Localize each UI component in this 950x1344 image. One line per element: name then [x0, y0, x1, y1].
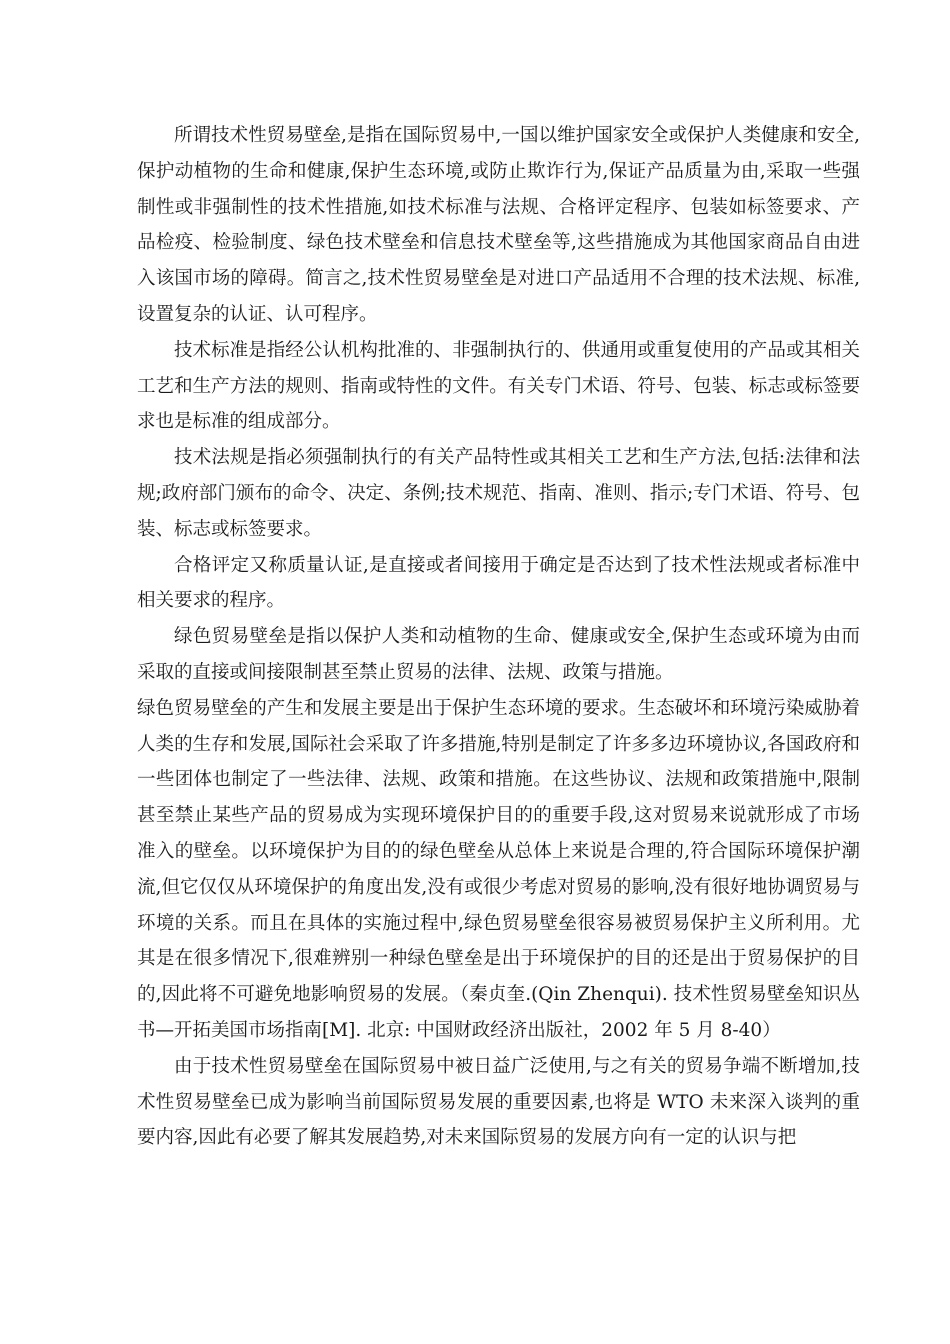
- paragraph-green-barrier-origin: 绿色贸易壁垒的产生和发展主要是出于保护生态环境的要求。生态破坏和环境污染威胁着人类的生存和发展,国际社会采取了许多措施,特别是制定了许多多边环境协议,各国政府和一些团体也制定了一些法律、法规、政策和措施。在这些协议、法规和政策措施中,限制甚至禁止某些产品的贸易成为实现环境保护目的的重要手段,这对贸易来说就形成了市场准入的壁垒。以环境保护为目的的绿色壁垒从总体上来说是合理的,符合国际环境保护潮流,但它仅仅从环境保护的角度出发,没有或很少考虑对贸易的影响,没有很好地协调贸易与环境的关系。而且在具体的实施过程中,绿色贸易壁垒很容易被贸易保护主义所利用。尤其是在很多情况下,很难辨别一种绿色壁垒是出于环境保护的目的还是出于贸易保护的目的,因此将不可避免地影响贸易的发展。（秦贞奎.(Qin Zhenqui). 技术性贸易壁垒知识丛书—开拓美国市场指南[M]. 北京: 中国财政经济出版社，2002 年 5 月 8-40）: [137, 697, 860, 1041]
- paragraph-conformity-assessment: 合格评定又称质量认证,是直接或者间接用于确定是否达到了技术性法规或者标准中相关要求的程序。: [137, 554, 860, 612]
- paragraph-tbt-trend: 由于技术性贸易壁垒在国际贸易中被日益广泛使用,与之有关的贸易争端不断增加,技术性贸易壁垒已成为影响当前国际贸易发展的重要因素,也将是 WTO 未来深入谈判的重要内容,因此有必要了解其发展趋势,对未来国际贸易的发展方向有一定的认识与把: [137, 1055, 860, 1149]
- paragraph-technical-regulations: 技术法规是指必须强制执行的有关产品特性或其相关工艺和生产方法,包括:法律和法规;政府部门颁布的命令、决定、条例;技术规范、指南、准则、指示;专门术语、符号、包装、标志或标签要求。: [137, 447, 860, 540]
- paragraph-tbt-definition: 所谓技术性贸易壁垒,是指在国际贸易中,一国以维护国家安全或保护人类健康和安全,保护动植物的生命和健康,保护生态环境,或防止欺诈行为,保证产品质量为由,采取一些强制性或非强制性的技术性措施,如技术标准与法规、合格评定程序、包装如标签要求、产品检疫、检验制度、绿色技术壁垒和信息技术壁垒等,这些措施成为其他国家商品自由进入该国市场的障碍。简言之,技术性贸易壁垒是对进口产品适用不合理的技术法规、标准,设置复杂的认证、认可程序。: [137, 125, 860, 325]
- paragraph-green-barrier-definition: 绿色贸易壁垒是指以保护人类和动植物的生命、健康或安全,保护生态或环境为由而采取的直接或间接限制甚至禁止贸易的法律、法规、政策与措施。: [137, 626, 860, 683]
- paragraph-technical-standards: 技术标准是指经公认机构批准的、非强制执行的、供通用或重复使用的产品或其相关工艺和生产方法的规则、指南或特性的文件。有关专门术语、符号、包装、标志或标签要求也是标准的组成部分。: [137, 339, 860, 433]
- document-body: [137, 118, 860, 1156]
